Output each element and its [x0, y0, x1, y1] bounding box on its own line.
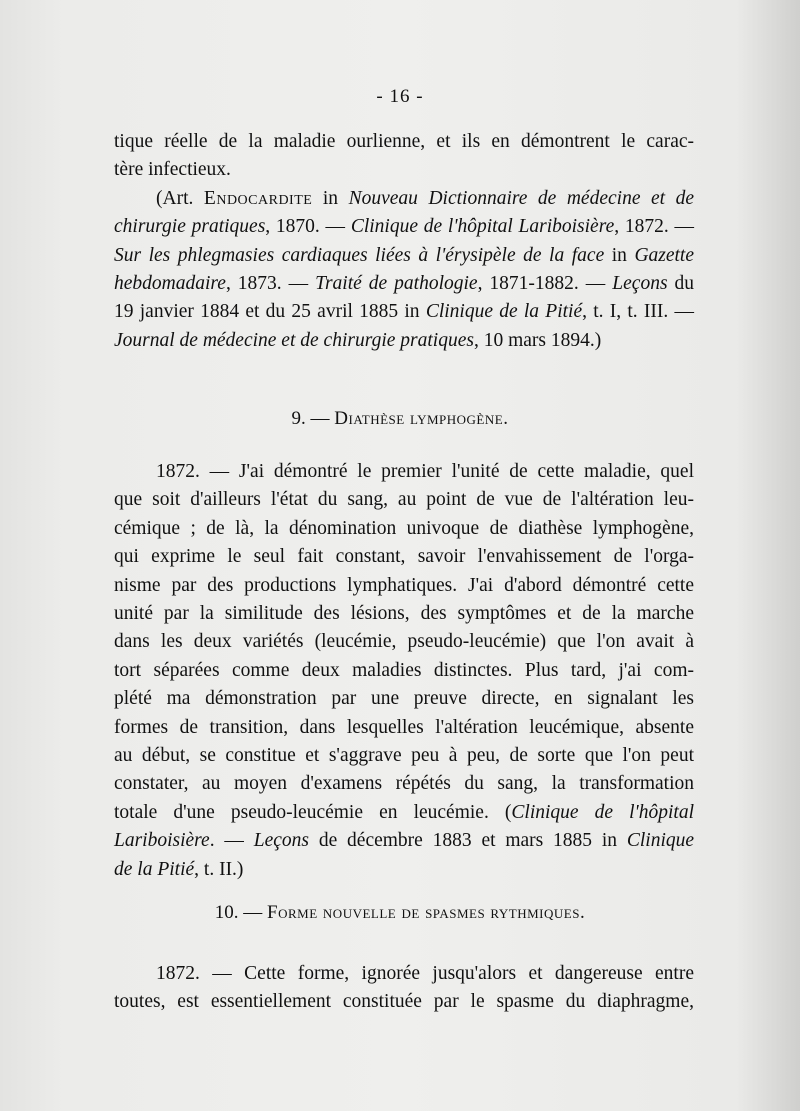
- ref-date-close: , 10 mars 1894.): [473, 329, 602, 351]
- page-number: - 16 -: [376, 86, 424, 107]
- text-line: au début, se constitue et s'aggrave peu à peu, de sorte que l'on peut: [114, 745, 694, 767]
- text-line: plété ma démonstration par une preuve directe, en signalant les: [114, 688, 694, 710]
- ref-lecons: Leçons: [253, 830, 309, 852]
- text-line: tort séparées comme deux maladies distinctes. Plus tard, j'ai com-: [114, 659, 694, 681]
- text-line: tère infectieux.: [114, 159, 231, 181]
- ref-phlegmasies: Sur les phlegmasies cardiaques liées à l'érysipèle de la face: [114, 244, 605, 266]
- text-line: nisme par des productions lymphatiques. J'ai d'abord démontré cette: [114, 574, 694, 596]
- line-text: totale d'une pseudo-leucémie en leucémie. (: [114, 801, 512, 823]
- ref-lariboisiere: Lariboisière: [114, 830, 210, 852]
- ref-dates: du 19 janvier 1884 et du 25 avril 1885 in: [114, 273, 695, 323]
- text-line: toutes, est essentiellement constituée par le spasme du diaphragme,: [114, 991, 694, 1013]
- heading-number: 10. —: [214, 902, 263, 923]
- ref-year: , 1870. —: [265, 216, 346, 238]
- text-line: que soit d'ailleurs l'état du sang, au point de vue de l'altération leu-: [114, 489, 694, 511]
- ref-year: , 1871-1882. —: [477, 273, 606, 295]
- text-line: dans les deux variétés (leucémie, pseudo-leucémie) que l'on avait à: [114, 631, 694, 653]
- ref-nouveau-dictionnaire: Nouveau Dictionnaire de médecine et de chirurgie pratiques: [114, 187, 695, 238]
- heading-title: Forme nouvelle de spasmes rythmiques.: [267, 902, 586, 923]
- ref-traite: Traité de pathologie: [315, 273, 478, 295]
- text-line: qui exprime le seul fait constant, savoir l'envahissement de l'orga-: [114, 546, 694, 568]
- paragraph-spasmes: [114, 960, 694, 1017]
- ref-in: in: [322, 187, 339, 209]
- text-line: [114, 799, 694, 827]
- intro-paragraph: [114, 128, 694, 355]
- ref-endocardite: Endocardite: [203, 187, 313, 209]
- line-text: , t. II.): [194, 858, 244, 880]
- ref-gazette: Gazette hebdomadaire: [114, 244, 695, 295]
- section-heading-10: [0, 902, 800, 924]
- text-line: [114, 827, 694, 855]
- text-line: constater, au moyen d'examens répétés du sang, la transformation: [114, 773, 694, 795]
- ref-tomes: , t. I, t. III. —: [582, 301, 695, 323]
- text-line: formes de transition, dans lesquelles l'altération leucémique, absente: [114, 716, 694, 738]
- reference-paragraph: [114, 185, 694, 355]
- ref-year: , 1872.: [614, 216, 669, 238]
- text-line: [114, 856, 694, 884]
- ref-year: , 1873. —: [225, 273, 309, 295]
- ref-dash: —: [674, 216, 695, 238]
- line-text: . —: [209, 830, 244, 852]
- text-line: unité par la similitude des lésions, des symptômes et de la marche: [114, 603, 694, 625]
- ref-in: in: [611, 244, 627, 266]
- text-line: 1872. — J'ai démontré le premier l'unité de cette maladie, quel: [156, 461, 694, 482]
- text-line: cémique ; de là, la dénomination univoque de diathèse lymphogène,: [114, 517, 694, 539]
- ref-clinique-pitie: Clinique de la Pitié: [425, 301, 583, 323]
- ref-clinique-lariboisiere: Clinique de l'hôpital Lariboisière: [350, 216, 615, 238]
- line-text: de décembre 1883 et mars 1885 in: [318, 830, 618, 852]
- section-heading-9: [0, 408, 800, 430]
- ref-lecons: Leçons: [612, 273, 668, 295]
- ref-pitie: de la Pitié: [114, 858, 195, 880]
- heading-number: 9. —: [291, 408, 330, 429]
- paragraph-diathese: [114, 458, 694, 884]
- ref-clinique-hopital: Clinique de l'hôpital: [511, 801, 694, 823]
- text-line: 1872. — Cette forme, ignorée jusqu'alors et dangereuse entre: [156, 963, 694, 984]
- text-line: tique réelle de la maladie ourlienne, et ils en démontrent le carac-: [114, 131, 694, 152]
- ref-clinique: Clinique: [626, 830, 695, 852]
- ref-open: (Art.: [156, 187, 194, 209]
- ref-journal: Journal de médecine et de chirurgie pratiques: [114, 329, 474, 351]
- heading-title: Diathèse lymphogène.: [334, 408, 509, 429]
